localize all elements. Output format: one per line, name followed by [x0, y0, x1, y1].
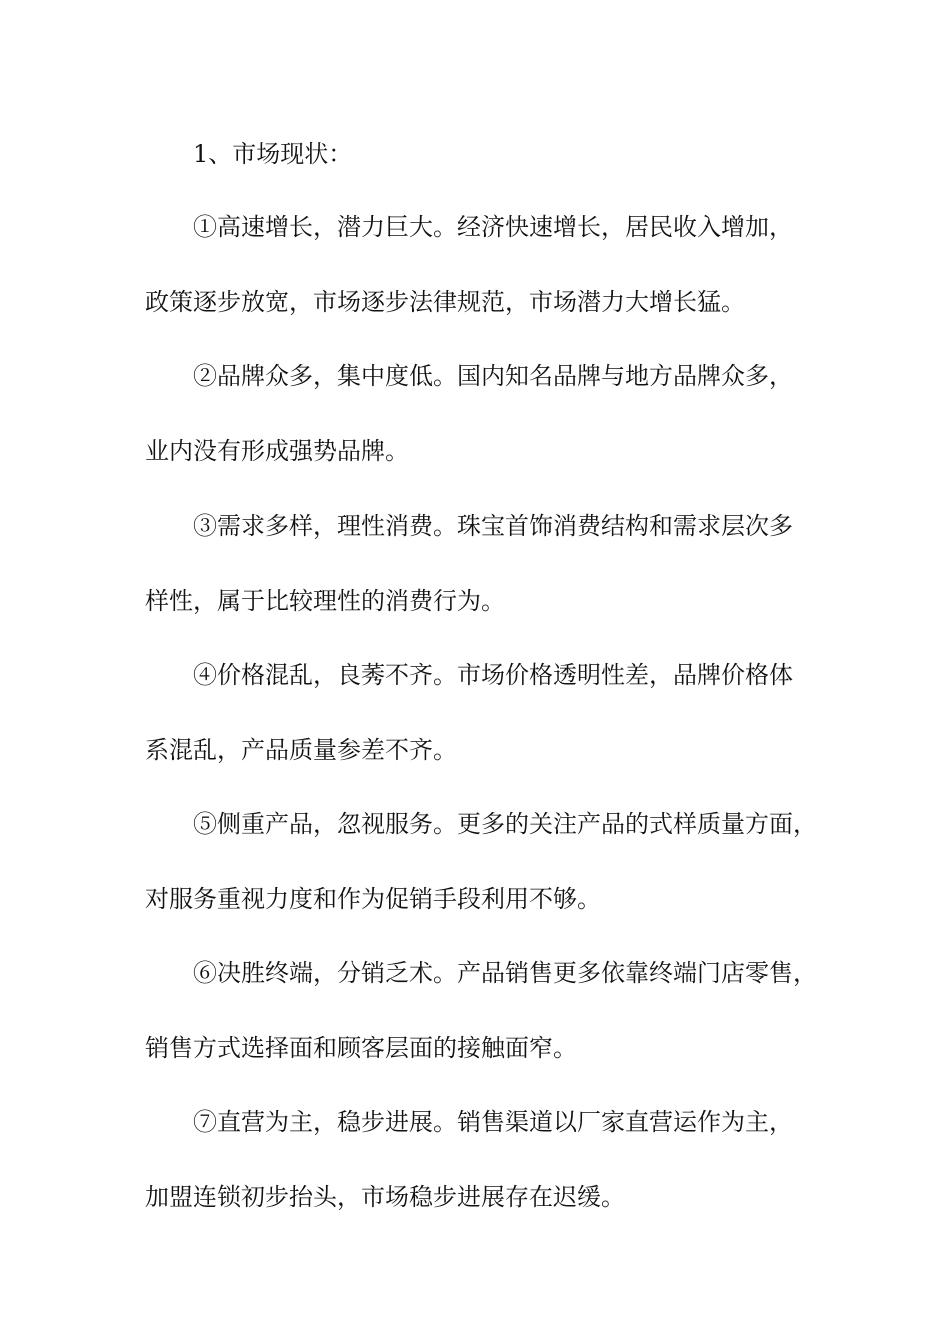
paragraph-3-line-2: 样性，属于比较理性的消费行为。: [145, 587, 505, 615]
paragraph-5-line-2: 对服务重视力度和作为促销手段利用不够。: [145, 885, 601, 913]
paragraph-7-line-2: 加盟连锁初步抬头，市场稳步进展存在迟缓。: [145, 1183, 625, 1211]
paragraph-6-line-2: 销售方式选择面和顾客层面的接触面窄。: [145, 1034, 577, 1062]
paragraph-4-line-2: 系混乱，产品质量参差不齐。: [145, 736, 457, 764]
paragraph-3-line-1: ③需求多样，理性消费。珠宝首饰消费结构和需求层次多: [193, 512, 793, 540]
paragraph-2-line-2: 业内没有形成强势品牌。: [145, 437, 409, 465]
paragraph-1-line-2: 政策逐步放宽，市场逐步法律规范，市场潜力大增长猛。: [145, 288, 745, 316]
paragraph-6-line-1: ⑥决胜终端，分销乏术。产品销售更多依靠终端门店零售，: [193, 959, 817, 987]
paragraph-5-line-1: ⑤侧重产品，忽视服务。更多的关注产品的式样质量方面，: [193, 810, 817, 838]
section-heading: 1、市场现状：: [193, 140, 353, 168]
paragraph-2-line-1: ②品牌众多，集中度低。国内知名品牌与地方品牌众多，: [193, 362, 793, 390]
paragraph-1-line-1: ①高速增长，潜力巨大。经济快速增长，居民收入增加，: [193, 213, 793, 241]
paragraph-7-line-1: ⑦直营为主，稳步进展。销售渠道以厂家直营运作为主，: [193, 1108, 793, 1136]
paragraph-4-line-1: ④价格混乱，良莠不齐。市场价格透明性差，品牌价格体: [193, 661, 793, 689]
